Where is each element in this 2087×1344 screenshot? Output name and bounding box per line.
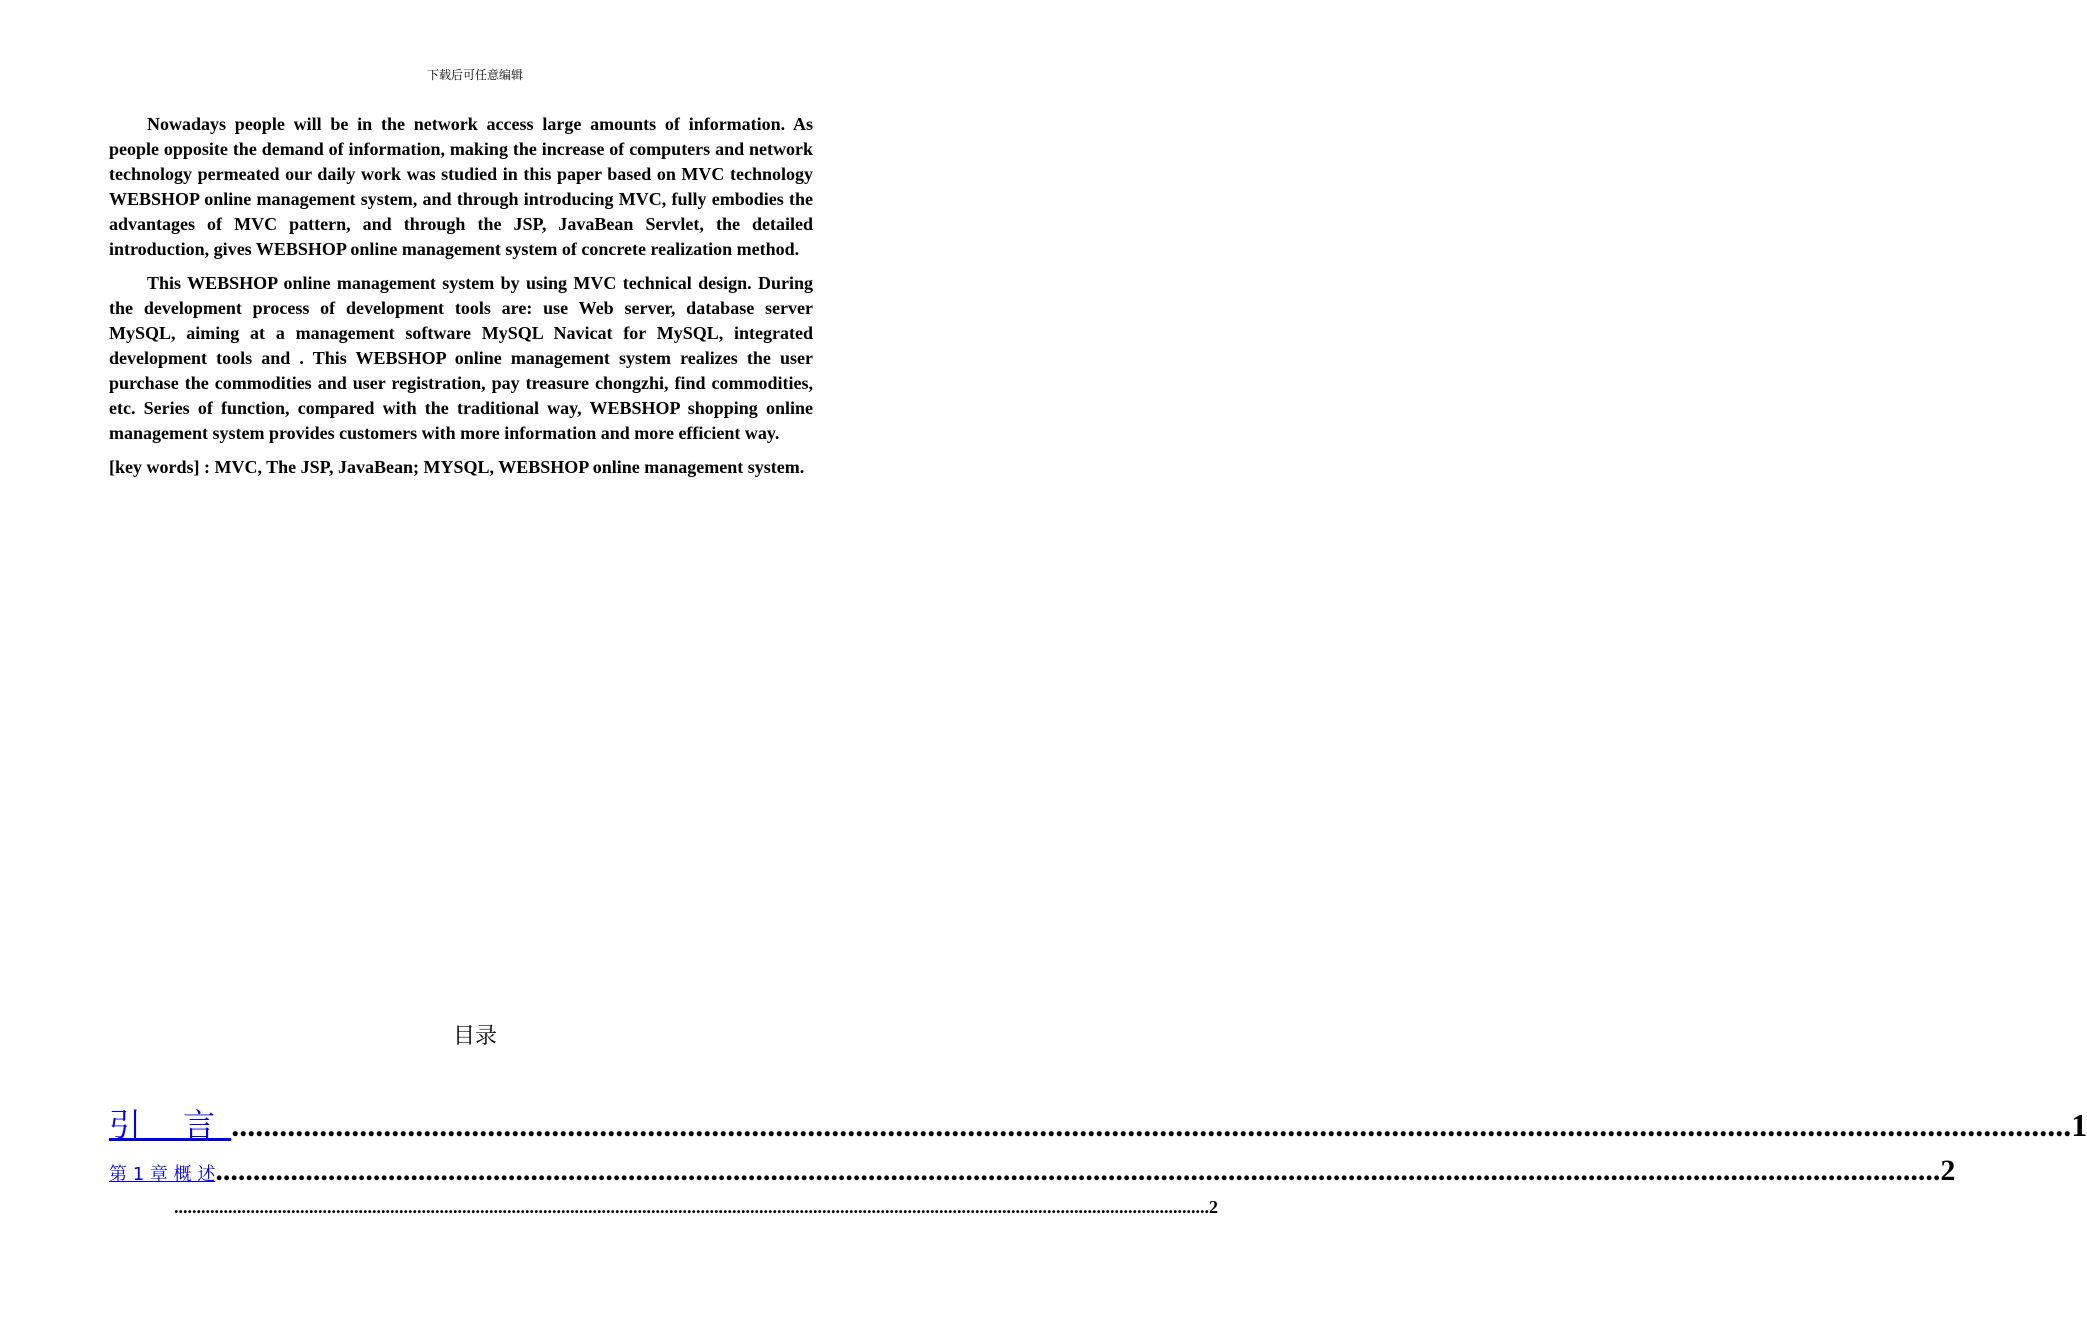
toc-link-introduction[interactable]: 引 言 [109, 1106, 232, 1144]
abstract-section [109, 112, 813, 489]
toc-leader-dots: ...................................................................................................................................................................................................................................... [174, 1197, 1209, 1217]
toc-entry-introduction [109, 1100, 2087, 1146]
toc-entry-chapter-1 [109, 1154, 1956, 1188]
abstract-paragraph-2: This WEBSHOP online management system by using MVC technical design. During the development process of development tools are: use Web server, database server MySQL, aiming at a management software MySQL Navicat for MySQL, integrated development tools and . This WEBSHOP online management system realizes the user purchase the commodities and user registration, pay treasure chongzhi, find commodities, etc. Series of function, compared with the traditional way, WEBSHOP shopping online management system provides customers with more information and more efficient way. [109, 273, 813, 443]
toc-link-chapter-1[interactable]: 第 1 章 概 述 [109, 1164, 216, 1185]
toc-page-number: 2 [1209, 1197, 1218, 1217]
toc-page-number: 2 [1940, 1154, 1956, 1187]
toc-page-number: 1 [2071, 1107, 2087, 1143]
toc-leader-dots: ...................................................................................................................................................................................................................................... [215, 1154, 1941, 1187]
toc-entry-subsection [174, 1197, 1218, 1218]
abstract-paragraph-1: Nowadays people will be in the network access large amounts of information. As people opposite the demand of information, making the increase of computers and network technology permeated our daily work was studied in this paper based on MVC technology WEBSHOP online management system, and through introducing MVC, fully embodies the advantages of MVC pattern, and through the JSP, JavaBean Servlet, the detailed introduction, gives WEBSHOP online management system of concrete realization method. [109, 114, 813, 259]
page-header: 下载后可任意编辑 [426, 68, 523, 82]
toc-title: 目录 [452, 1024, 497, 1049]
abstract-keywords: [key words] : MVC, The JSP, JavaBean; MYSQL, WEBSHOP online management system. [109, 457, 805, 477]
toc-leader-dots: ...................................................................................................................................................................................................................................... [231, 1107, 2072, 1143]
